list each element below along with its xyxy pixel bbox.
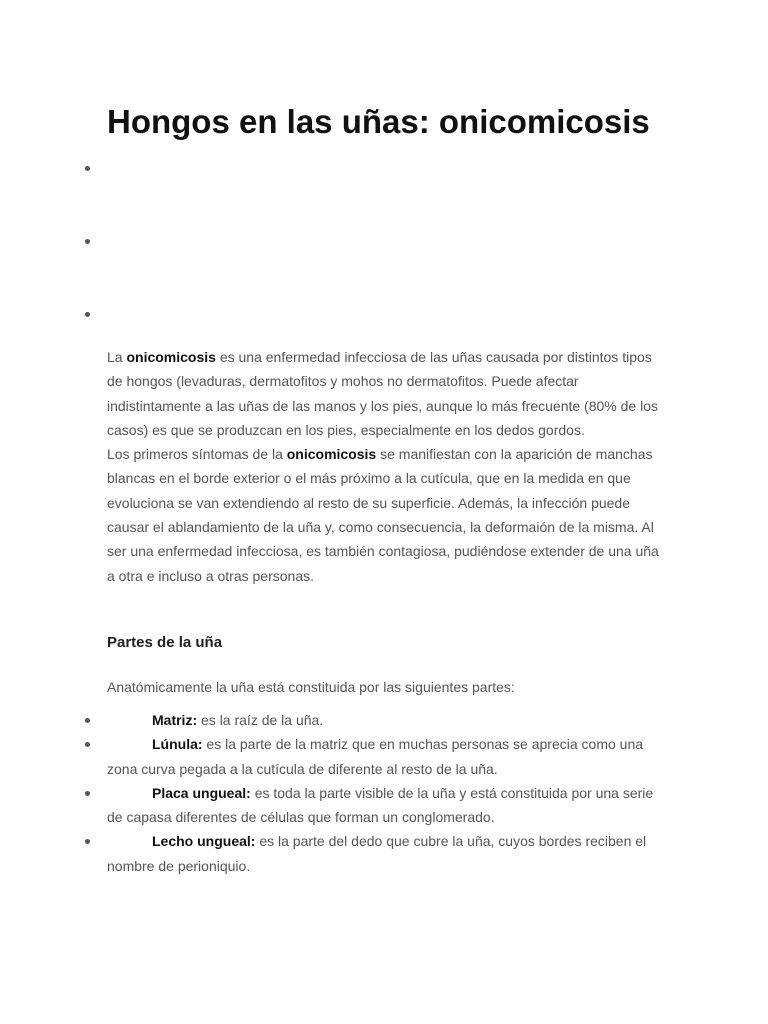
bullet-icon: [85, 718, 90, 723]
part-term: Lúnula:: [152, 736, 203, 753]
bullet-icon: [85, 791, 90, 796]
bullet-icon: [85, 839, 90, 844]
section-title: Partes de la uña: [107, 634, 223, 651]
list-item: [107, 708, 667, 732]
part-description: es la parte de la matriz que en muchas personas se aprecia como una zona curva pegada a la cutícula de diferente al resto de la uña.: [107, 736, 644, 777]
part-term: Placa ungueal:: [152, 784, 251, 801]
intro-p2-keyword: onicomicosis: [286, 446, 377, 463]
part-description: es la parte del dedo que cubre la uña, cuyos bordes reciben el nombre de perioniquio.: [107, 833, 647, 874]
bullet-icon: [85, 742, 90, 747]
list-item: [107, 732, 667, 781]
intro-p1-rest: es una enfermedad infecciosa de las uñas causada por distintos tipos de hongos (levaduras, dermatofitos y mohos no dermatofitos. Puede afectar indistintamente a las uñas de las manos y los pies, aunque lo más frecuente (80% de los casos) es que se produzcan en los pies, especialmente en los dedos gordos.: [107, 349, 658, 438]
parts-lead-text: Anatómicamente la uña está constituida por las siguientes partes:: [107, 679, 515, 695]
empty-list-bullet: [85, 312, 90, 317]
nail-parts-list: [107, 708, 667, 878]
list-item: [107, 781, 667, 830]
intro-p2-rest: se manifiestan con la aparición de manchas blancas en el borde exterior o el más próximo a la cutícula, que en la medida en que evoluciona se van extendiendo al resto de su superficie. Además, la infección puede causar el ablandamiento de la uña y, como consecuencia, la deformaión de la misma. Al ser una enfermedad infecciosa, es también contagiosa, pudiéndose extender de una uña a otra e incluso a otras personas.: [107, 446, 659, 584]
intro-p1-keyword: onicomicosis: [126, 349, 216, 365]
intro-p1-start: La: [107, 349, 127, 365]
part-term: Matriz:: [152, 712, 198, 728]
list-item: [107, 829, 667, 878]
intro-text: [107, 345, 667, 588]
empty-list-bullet: [85, 166, 90, 171]
part-term: Lecho ungueal:: [152, 833, 256, 850]
page-title: Hongos en las uñas: onicomicosis: [107, 103, 650, 140]
part-description: es toda la parte visible de la uña y está constituida por una serie de capasa diferentes de células que forman un conglomerado.: [107, 784, 654, 826]
intro-p2-start: Los primeros síntomas de la: [107, 446, 287, 463]
part-description: es la raíz de la uña.: [197, 712, 324, 728]
empty-list-bullet: [85, 239, 90, 244]
